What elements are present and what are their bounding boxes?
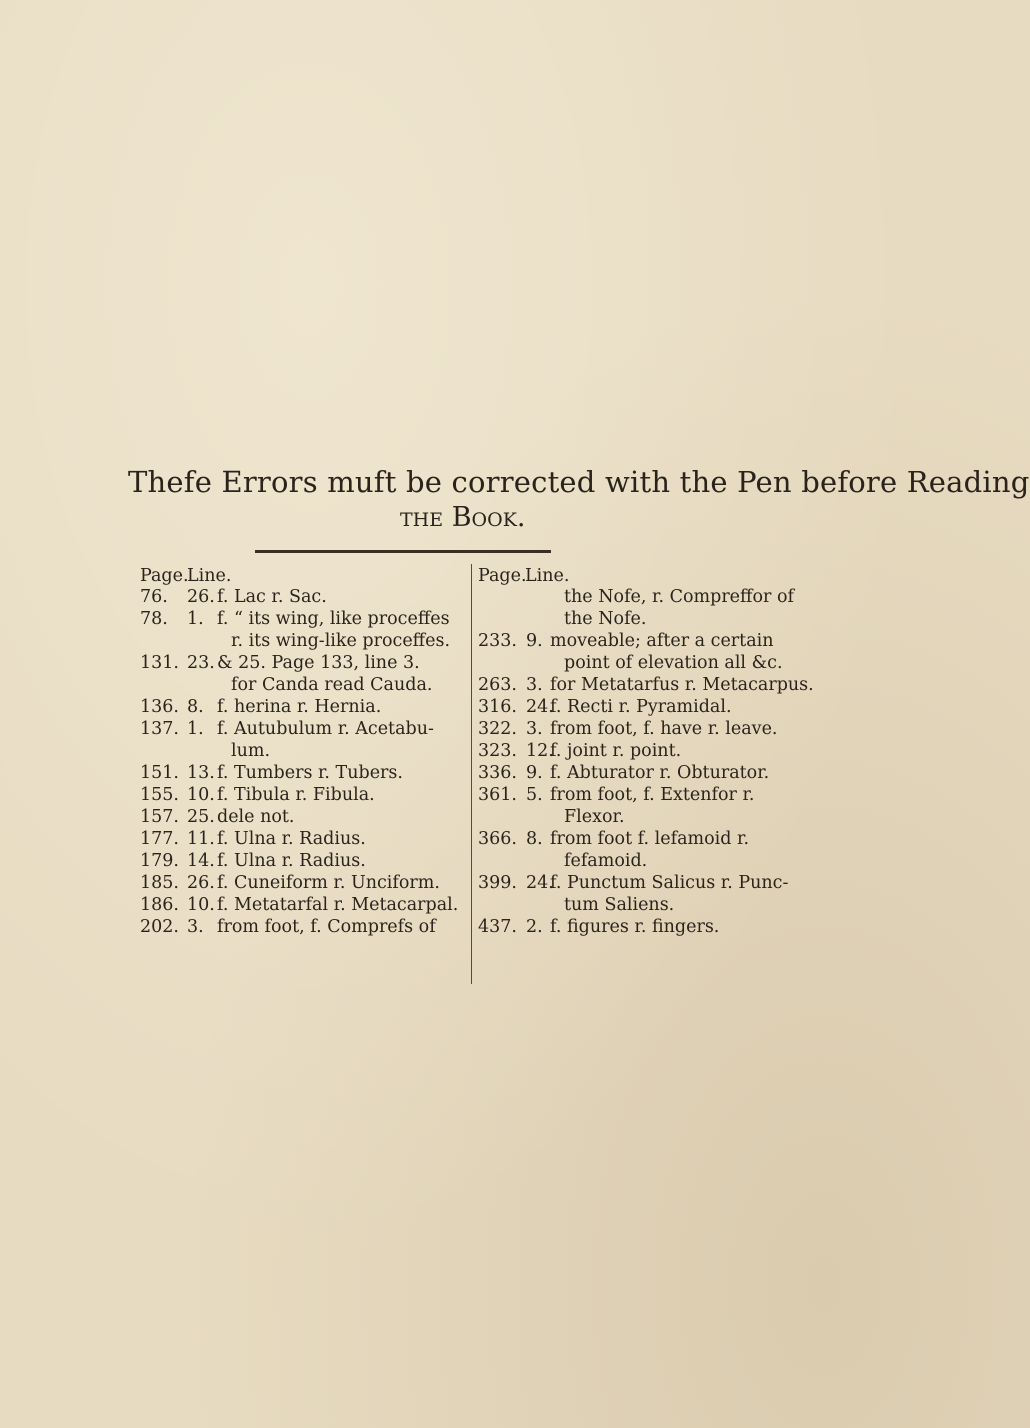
entry-correction-text: for Canda read Cauda. <box>231 675 433 695</box>
entry-line-number <box>526 608 550 630</box>
entry-page-number <box>140 630 187 652</box>
entry-line-number: 8. <box>526 829 543 849</box>
entry-page-number: 177. <box>140 829 179 849</box>
entry-line-number: 8. <box>187 697 204 717</box>
entry-correction-text: from foot, f. have r. leave. <box>550 719 778 739</box>
errata-entry <box>478 784 798 806</box>
entry-correction-text: & 25. Page 133, line 3. <box>217 653 420 673</box>
entry-line-number <box>187 630 217 652</box>
errata-entry <box>478 696 798 718</box>
entry-page-number: 186. <box>140 895 179 915</box>
entry-correction-text: f. herina r. Hernia. <box>217 697 382 717</box>
errata-entry <box>478 586 798 608</box>
entry-page-number <box>478 652 526 674</box>
entry-page-number <box>478 894 526 916</box>
errata-entry <box>140 718 470 740</box>
errata-entry <box>140 740 470 762</box>
errata-entry <box>478 894 798 916</box>
entry-page-number: 136. <box>140 697 179 717</box>
entry-line-number: 10. <box>187 895 215 915</box>
entry-correction-text: f. figures r. fingers. <box>550 917 720 937</box>
entry-correction-text: point of elevation all &c. <box>564 653 783 673</box>
errata-entry <box>140 828 470 850</box>
errata-entry <box>478 916 798 938</box>
errata-entry <box>140 850 470 872</box>
entry-line-number <box>526 850 550 872</box>
entry-line-number: 1. <box>187 609 204 629</box>
entry-correction-text: f. Recti r. Pyramidal. <box>550 697 732 717</box>
entry-correction-text: the Nofe, r. Compreffor of <box>564 587 794 607</box>
errata-column-right <box>478 560 814 938</box>
entry-page-number: 157. <box>140 807 179 827</box>
entry-line-number: 26. <box>187 873 215 893</box>
entry-page-number: 336. <box>478 763 517 783</box>
entry-line-number <box>526 894 550 916</box>
errata-entry <box>478 806 798 828</box>
entry-page-number: 366. <box>478 829 517 849</box>
errata-entry <box>478 828 798 850</box>
entry-page-number <box>478 586 526 608</box>
entry-line-number: 5. <box>526 785 543 805</box>
entry-correction-text: fefamoid. <box>564 851 648 871</box>
line-column-label: Line. <box>187 566 232 586</box>
errata-entry <box>478 630 798 652</box>
entry-line-number: 12. <box>526 741 554 761</box>
entry-correction-text: f. Tumbers r. Tubers. <box>217 763 403 783</box>
entry-line-number: 13. <box>187 763 215 783</box>
entry-line-number: 9. <box>526 631 543 651</box>
errata-entry <box>140 784 470 806</box>
errata-subtitle: the Book. <box>400 502 526 533</box>
entry-correction-text: f. Tibula r. Fibula. <box>217 785 375 805</box>
entry-line-number: 11. <box>187 829 215 849</box>
errata-entry <box>140 916 470 938</box>
errata-column-left <box>140 560 470 938</box>
entry-correction-text: from foot, f. Comprefs of <box>217 917 436 937</box>
column-divider <box>471 564 472 984</box>
errata-entry <box>140 608 470 630</box>
entry-correction-text: moveable; after a certain <box>550 631 774 651</box>
errata-entry <box>140 894 470 916</box>
entry-page-number <box>478 608 526 630</box>
entry-correction-text: f. joint r. point. <box>550 741 682 761</box>
entry-page-number: 316. <box>478 697 517 717</box>
entry-line-number: 24. <box>526 873 554 893</box>
entry-line-number: 23. <box>187 653 215 673</box>
title-rule <box>255 550 551 553</box>
errata-list-right <box>478 586 814 938</box>
entry-line-number <box>526 586 550 608</box>
errata-entry <box>478 740 798 762</box>
entry-line-number: 2. <box>526 917 543 937</box>
errata-entry <box>478 872 798 894</box>
entry-page-number: 361. <box>478 785 517 805</box>
entry-correction-text: f. Cuneiform r. Unciform. <box>217 873 440 893</box>
entry-page-number: 263. <box>478 675 517 695</box>
errata-entry <box>140 630 470 652</box>
entry-correction-text: tum Saliens. <box>564 895 675 915</box>
page-column-label: Page. <box>478 566 527 586</box>
entry-line-number: 10. <box>187 785 215 805</box>
entry-page-number: 155. <box>140 785 179 805</box>
errata-entry <box>478 718 798 740</box>
entry-correction-text: lum. <box>231 741 271 761</box>
entry-page-number <box>140 740 187 762</box>
entry-line-number: 26. <box>187 587 215 607</box>
errata-entry <box>140 586 470 608</box>
entry-correction-text: f. Ulna r. Radius. <box>217 851 366 871</box>
entry-correction-text: r. its wing-like proceffes. <box>231 631 451 651</box>
entry-page-number: 76. <box>140 587 168 607</box>
entry-correction-text: Flexor. <box>564 807 625 827</box>
errata-entry <box>140 806 470 828</box>
entry-page-number: 131. <box>140 653 179 673</box>
entry-correction-text: f. Metatarfal r. Metacarpal. <box>217 895 459 915</box>
errata-title: Thefe Errors muft be corrected with the Pen before Reading <box>128 465 1030 499</box>
entry-page-number: 323. <box>478 741 517 761</box>
entry-page-number <box>478 850 526 872</box>
errata-entry <box>478 608 798 630</box>
entry-correction-text: f. Autubulum r. Acetabu- <box>217 719 434 739</box>
line-column-label: Line. <box>525 566 570 586</box>
entry-line-number <box>187 674 217 696</box>
entry-line-number: 25. <box>187 807 215 827</box>
errata-entry <box>140 696 470 718</box>
errata-entry <box>140 674 470 696</box>
errata-entry <box>478 652 798 674</box>
entry-correction-text: f. Ulna r. Radius. <box>217 829 366 849</box>
entry-page-number <box>478 806 526 828</box>
errata-entry <box>478 762 798 784</box>
errata-entry <box>140 872 470 894</box>
entry-line-number: 3. <box>526 675 543 695</box>
entry-page-number: 78. <box>140 609 168 629</box>
errata-list-left <box>140 586 470 938</box>
entry-page-number: 399. <box>478 873 517 893</box>
column-header-right <box>478 560 798 586</box>
entry-correction-text: dele not. <box>217 807 295 827</box>
entry-line-number: 3. <box>526 719 543 739</box>
errata-entry <box>478 850 798 872</box>
column-header-left <box>140 560 470 586</box>
entry-line-number: 9. <box>526 763 543 783</box>
entry-line-number: 1. <box>187 719 204 739</box>
entry-correction-text: from foot f. lefamoid r. <box>550 829 750 849</box>
entry-page-number: 233. <box>478 631 517 651</box>
entry-line-number: 3. <box>187 917 204 937</box>
entry-correction-text: for Metatarfus r. Metacarpus. <box>550 675 814 695</box>
errata-entry <box>140 762 470 784</box>
entry-line-number: 14. <box>187 851 215 871</box>
entry-correction-text: the Nofe. <box>564 609 647 629</box>
entry-line-number <box>526 652 550 674</box>
entry-correction-text: f. Lac r. Sac. <box>217 587 327 607</box>
entry-correction-text: f. “ its wing, like proceffes <box>217 609 450 629</box>
entry-page-number: 322. <box>478 719 517 739</box>
entry-line-number: 24. <box>526 697 554 717</box>
entry-correction-text: f. Abturator r. Obturator. <box>550 763 770 783</box>
entry-page-number <box>140 674 187 696</box>
errata-entry <box>140 652 470 674</box>
entry-page-number: 202. <box>140 917 179 937</box>
entry-line-number <box>526 806 550 828</box>
errata-entry <box>478 674 814 696</box>
page-column-label: Page. <box>140 566 189 586</box>
entry-page-number: 179. <box>140 851 179 871</box>
entry-correction-text: f. Punctum Salicus r. Punc- <box>550 873 789 893</box>
entry-page-number: 151. <box>140 763 179 783</box>
entry-line-number <box>187 740 217 762</box>
entry-page-number: 437. <box>478 917 517 937</box>
entry-page-number: 137. <box>140 719 179 739</box>
entry-correction-text: from foot, f. Extenfor r. <box>550 785 755 805</box>
entry-page-number: 185. <box>140 873 179 893</box>
